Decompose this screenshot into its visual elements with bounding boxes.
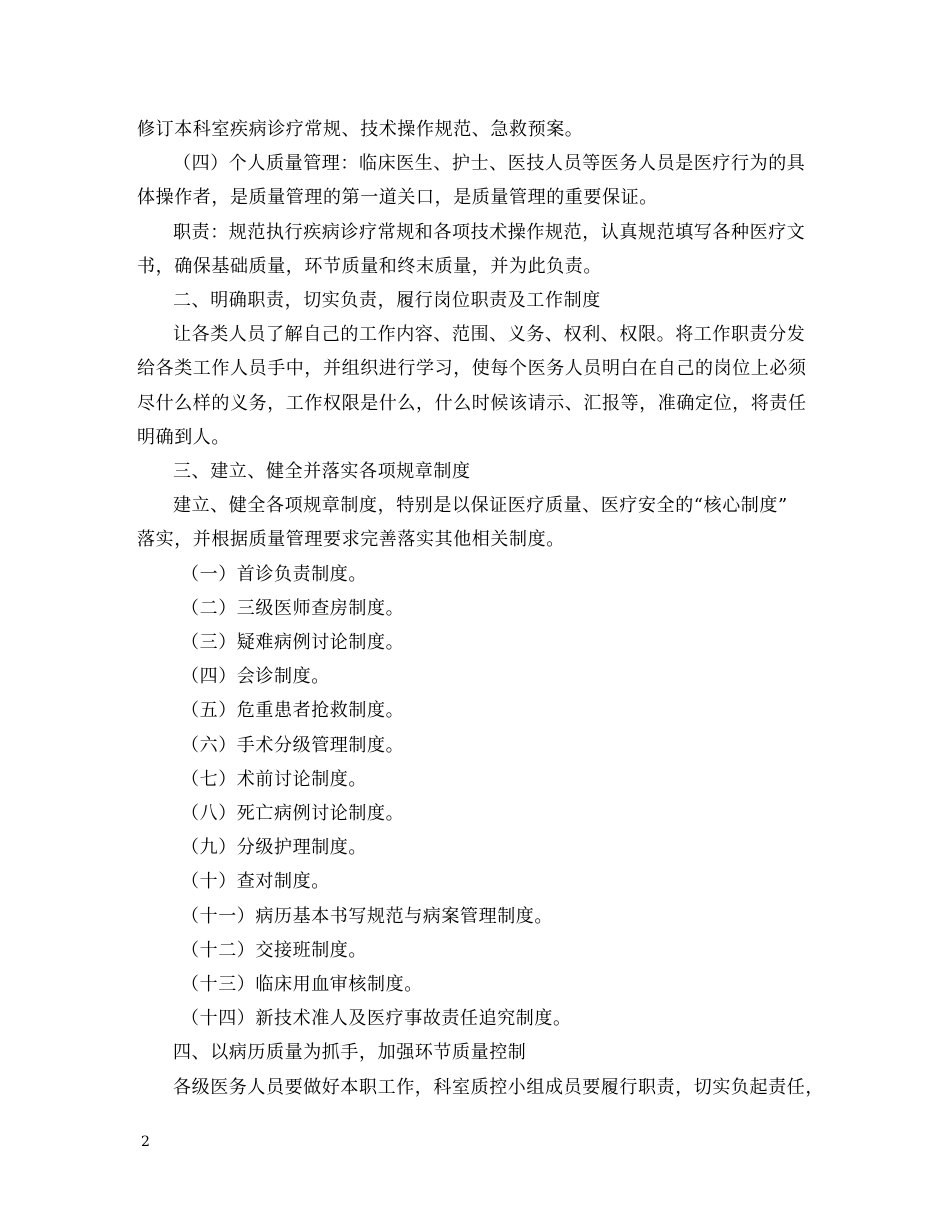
list-item: （六）手术分级管理制度。: [181, 734, 405, 756]
section-heading: 三、建立、健全并落实各项规章制度: [173, 461, 471, 483]
paragraph-line: 修订本科室疾病诊疗常规、技术操作规范、急救预案。: [137, 119, 584, 140]
list-item: （五）危重患者抢救制度。: [181, 700, 405, 722]
section-heading: 四、以病历质量为抓手，加强环节质量控制: [173, 1042, 527, 1064]
list-item: （一）首诊负责制度。: [181, 563, 367, 585]
list-item: （四）会诊制度。: [181, 666, 330, 688]
paragraph-line: 给各类工作人员手中，并组织进行学习，使每个医务人员明白在自己的岗位上必须: [137, 358, 807, 380]
paragraph-line: 尽什么样的义务，工作权限是什么，什么时候该请示、汇报等，准确定位，将责任: [137, 392, 807, 414]
paragraph-line: 各级医务人员要做好本职工作，科室质控小组成员要履行职责，切实负起责任，: [173, 1076, 824, 1098]
document-body: [137, 113, 827, 1105]
list-item: （三）疑难病例讨论制度。: [181, 632, 405, 654]
paragraph-line: 明确到人。: [137, 426, 230, 448]
list-item: （九）分级护理制度。: [181, 837, 367, 859]
list-item: （十四）新技术准人及医疗事故责任追究制度。: [181, 1008, 572, 1030]
list-item: （七）术前讨论制度。: [181, 768, 367, 790]
paragraph-line: 体操作者，是质量管理的第一道关口，是质量管理的重要保证。: [137, 187, 658, 209]
paragraph-line: （四）个人质量管理：临床医生、护士、医技人员等医务人员是医疗行为的具: [173, 153, 806, 175]
list-item: （八）死亡病例讨论制度。: [181, 803, 405, 825]
paragraph-line: 书，确保基础质量，环节质量和终末质量，并为此负责。: [137, 255, 602, 277]
section-heading: 二、明确职责，切实负责，履行岗位职责及工作制度: [173, 290, 601, 312]
list-item: （二）三级医师查房制度。: [181, 597, 405, 619]
paragraph-line: 落实，并根据质量管理要求完善落实其他相关制度。: [137, 529, 565, 551]
list-item: （十一）病历基本书写规范与病案管理制度。: [181, 905, 553, 927]
paragraph-line: 职责：规范执行疾病诊疗常规和各项技术操作规范，认真规范填写各种医疗文: [173, 221, 806, 243]
list-item: （十三）临床用血审核制度。: [181, 974, 423, 996]
paragraph-line: 让各类人员了解自己的工作内容、范围、义务、权利、权限。将工作职责分发: [173, 324, 806, 346]
list-item: （十二）交接班制度。: [181, 939, 367, 961]
page-number: 2: [141, 1134, 150, 1150]
list-item: （十）查对制度。: [181, 871, 330, 893]
paragraph-line: 建立、健全各项规章制度，特别是以保证医疗质量、医疗安全的“核心制度”: [173, 495, 788, 517]
